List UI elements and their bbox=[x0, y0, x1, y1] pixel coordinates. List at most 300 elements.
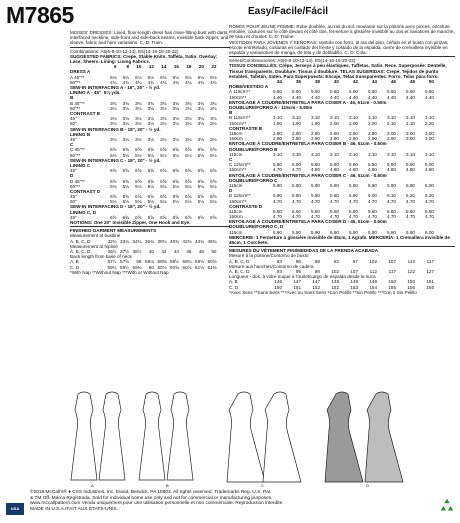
yardage-value: 3⅛ bbox=[110, 136, 117, 142]
measurement-value: 61⅛ bbox=[195, 264, 204, 270]
footer-line-2: & TM Off. Marca Registrada. Sold for individual home use only and not for commercial or manufacturing purposes. bbox=[30, 495, 273, 501]
yardage-value: 3⅛ bbox=[185, 116, 192, 122]
yardage-value: 2.90 bbox=[311, 136, 320, 142]
footer-line-4: MADE IN U.S.A./FAIT AUX ÉTATS-UNIS. bbox=[30, 506, 118, 512]
yardage-value: 4.70 bbox=[387, 214, 396, 220]
figure-label-b: B bbox=[166, 483, 169, 488]
yardage-row-label: C 45"** bbox=[70, 147, 85, 153]
yardage-value: 3⅛ bbox=[135, 105, 142, 111]
yardage-value: 2.90 bbox=[311, 130, 320, 136]
yardage-value: 4.70 bbox=[425, 214, 434, 220]
yardage-value: 6.00 bbox=[425, 182, 434, 188]
yardage-value: 6.00 bbox=[368, 193, 377, 199]
yardage-value: 4¾ bbox=[135, 79, 142, 85]
intro-text: VESTIDOS PARA JÓVENES Y SEÑORAS: Vestido con forro, al ras del piso, ceñido en el busto con pinzas, escote entretelado, costuras en costado del frente y costado de la espalda, cierre de cremallera invisible en espalda y variaciones de manga, de tela y de dobladillo. C, D: Cola. bbox=[229, 39, 449, 56]
yardage-value: 2.90 bbox=[368, 130, 377, 136]
yardage-value: 6.20 bbox=[425, 193, 434, 199]
yardage-value: 4.70 bbox=[273, 167, 282, 173]
finished-measurements-subtitle: Mesure à la poitrine/Contorno de busto bbox=[229, 253, 309, 259]
yardage-value: 4.80 bbox=[368, 167, 377, 173]
yardage-value: 6⅛ bbox=[110, 74, 117, 80]
yardage-value: 3¾ bbox=[135, 100, 142, 106]
yardage-value: 6⅝ bbox=[172, 147, 179, 153]
measurement-value: 127 bbox=[426, 269, 434, 275]
measurement-value: 42¾ bbox=[182, 238, 192, 244]
yardage-value: 6⅝ bbox=[110, 214, 117, 220]
garment-illustrations bbox=[6, 388, 454, 488]
yardage-value: 5.90 bbox=[349, 162, 358, 168]
yardage-value: 5.80 bbox=[292, 193, 301, 199]
footer-line-3: www.mccallpattern.com Vendu uniquement pour une utilisation personnelle et non commerciale. Reproduction interdite. bbox=[30, 501, 284, 507]
yardage-value: 5⅛ bbox=[185, 199, 192, 205]
yardage-value: 5⅛ bbox=[197, 183, 204, 189]
yardage-value: 3¾ bbox=[122, 100, 129, 106]
measurement-value: 58¾ bbox=[182, 259, 192, 265]
yardage-value: 5.60 bbox=[330, 89, 339, 95]
dress-figure-d bbox=[325, 392, 403, 482]
yardage-value: 5⅛ bbox=[172, 199, 179, 205]
measurement-value: 57⅝ bbox=[120, 259, 129, 265]
yardage-value: 4.80 bbox=[406, 167, 415, 173]
fabrics-text: TISSUS CONSEILLÉS: Crêpe, Jerseys à peu élastiques, Taffetas, Satin. Rece. Superposée: Dentelle, Tissus transparents. Doublure: Tissus à doublure. TELAS SUGERIDAS: Crepé, Tejidos de punto estables, Tafetán, Satén. Para Superpuesta: Encaje, Telas transparentes. Forro: Telas para forro. bbox=[229, 63, 447, 79]
measurement-row-label: C, D bbox=[229, 284, 239, 290]
yardage-value: 6⅝ bbox=[160, 194, 167, 200]
yardage-value: 6⅝ bbox=[122, 214, 129, 220]
yardage-value: 2.90 bbox=[349, 130, 358, 136]
yardage-value: 4.70 bbox=[311, 214, 320, 220]
measurement-value: 149 bbox=[350, 279, 358, 285]
yardage-section-title: ENTOILAGE À COUDRE/ENTRETELA PARA COSER D - 46, 51cm - 0.50m bbox=[229, 219, 387, 225]
yardage-value: 5.60 bbox=[368, 89, 377, 95]
yardage-value: 2.90 bbox=[349, 136, 358, 142]
yardage-value: 6⅝ bbox=[185, 168, 192, 174]
measurement-row-label: A, B bbox=[229, 279, 238, 285]
measurement-row-label: A, B bbox=[70, 259, 79, 265]
yardage-value: 6⅝ bbox=[135, 194, 142, 200]
measurement-value: 112 bbox=[369, 269, 377, 275]
yardage-value: 5.90 bbox=[387, 229, 396, 235]
size-header: 42 bbox=[352, 79, 358, 85]
size-header: 10 bbox=[136, 64, 142, 70]
pattern-number: M7865 bbox=[6, 2, 74, 28]
dress-figure-c bbox=[227, 392, 301, 482]
yardage-row-label: 45" bbox=[70, 214, 77, 220]
yardage-value: 6⅝ bbox=[160, 214, 167, 220]
yardage-value: 5.90 bbox=[292, 162, 301, 168]
measurement-value: 36½ bbox=[107, 249, 117, 255]
size-header: 50 bbox=[428, 79, 434, 85]
fabrics-text: SUGGESTED FABRICS: Crepe, Stable Knits, Taffeta, Satin. Overlay: Lace, Sheers. Lining: Lining Fabrics. bbox=[70, 53, 218, 65]
yardage-value: 3⅛ bbox=[197, 136, 204, 142]
yardage-value: 5.60 bbox=[273, 89, 282, 95]
measurement-value: 98 bbox=[314, 269, 320, 275]
measurement-value: 38½ bbox=[132, 249, 142, 255]
yardage-section-title: B bbox=[70, 95, 74, 101]
yardage-value: 4.40 bbox=[330, 94, 339, 100]
yardage-value: 5.60 bbox=[406, 208, 415, 214]
yardage-section-title: SEW-IN INTERFACING B - 18", 20" - ½ yd. bbox=[70, 126, 161, 132]
yardage-value: 5.60 bbox=[330, 208, 339, 214]
yardage-row bbox=[229, 199, 455, 204]
measurement-value: 60⅛ bbox=[157, 264, 167, 270]
yardage-value: 5.90 bbox=[387, 162, 396, 168]
measurement-value: 150 bbox=[388, 279, 396, 285]
yardage-value: 3.00 bbox=[425, 130, 434, 136]
measurement-value: 146 bbox=[274, 279, 282, 285]
measurement-value: 58⅜ bbox=[157, 259, 167, 265]
yardage-section-title: ROBE/VESTIDO A bbox=[229, 84, 269, 90]
measurement-value: 58 bbox=[136, 259, 142, 265]
yardage-row-label: 150cm bbox=[229, 136, 243, 142]
yardage-value: 6⅝ bbox=[160, 147, 167, 153]
measurement-value: 34¾ bbox=[132, 238, 142, 244]
yardage-row-label: 60"** bbox=[70, 183, 81, 189]
yardage-value: 5.80 bbox=[311, 193, 320, 199]
measurement-value: 155 bbox=[388, 284, 396, 290]
yardage-value: 4.80 bbox=[311, 167, 320, 173]
yardage-value: 5⅛ bbox=[160, 183, 167, 189]
yardage-value: 6⅝ bbox=[210, 194, 217, 200]
size-header-row bbox=[70, 64, 230, 69]
yardage-value: 5.60 bbox=[406, 89, 415, 95]
yardage-value: 4.80 bbox=[330, 167, 339, 173]
yardage-value: 2.90 bbox=[273, 136, 282, 142]
measurement-value: 93 bbox=[276, 269, 282, 275]
measurement-value: 147 bbox=[293, 279, 301, 285]
yardage-row bbox=[229, 167, 455, 172]
combinations-line: Combinations: A5(6-8-10-12-14), E5(14-16-18-20-22) bbox=[70, 48, 179, 54]
yardage-value: 6⅝ bbox=[147, 194, 154, 200]
yardage-row-label: 60"** bbox=[70, 105, 81, 111]
yardage-value: 6⅝ bbox=[210, 214, 217, 220]
yardage-value: 5.60 bbox=[292, 208, 301, 214]
measurement-heading: Mesure aux hanches/Contorno de cadera bbox=[229, 263, 314, 269]
measurement-value: 148 bbox=[331, 279, 339, 285]
recycle-icon bbox=[438, 497, 456, 515]
yardage-value: 3.10 bbox=[311, 151, 320, 157]
yardage-section-title: ENTOILAGE À COUDRE/ENTRETELA PARA COSER A - 46, 51cm - 0.50m bbox=[229, 99, 387, 105]
yardage-row-label: 60" bbox=[70, 121, 77, 127]
yardage-row-label: 45" bbox=[70, 136, 77, 142]
yardage-value: 6⅛ bbox=[147, 74, 154, 80]
yardage-value: 6⅝ bbox=[147, 178, 154, 184]
yardage-value: 4.70 bbox=[368, 198, 377, 204]
yardage-value: 2.20 bbox=[425, 120, 434, 126]
yardage-value: 5.60 bbox=[387, 208, 396, 214]
yardage-value: 4¾ bbox=[122, 79, 129, 85]
left-column bbox=[70, 30, 230, 275]
yardage-value: 5⅛ bbox=[160, 199, 167, 205]
yardage-value: 1.90 bbox=[273, 120, 282, 126]
yardage-value: 5.90 bbox=[406, 229, 415, 235]
yardage-value: 5.80 bbox=[273, 193, 282, 199]
measurement-value: 150 bbox=[407, 279, 415, 285]
yardage-value: 4.40 bbox=[273, 94, 282, 100]
measurement-value: 152 bbox=[331, 284, 339, 290]
yardage-section-title: SEW-IN INTERFACING C - 18", 20" - ½ yd. bbox=[70, 157, 161, 163]
yardage-value: 6⅝ bbox=[172, 214, 179, 220]
yardage-value: 6⅝ bbox=[160, 168, 167, 174]
yardage-value: 4.70 bbox=[311, 198, 320, 204]
yardage-value: 3.10 bbox=[330, 115, 339, 121]
size-header: 36 bbox=[295, 79, 301, 85]
yardage-value: 3⅛ bbox=[160, 121, 167, 127]
yardage-value: 4.40 bbox=[406, 94, 415, 100]
yardage-value: 3.10 bbox=[273, 115, 282, 121]
yardage-value: 3⅛ bbox=[185, 136, 192, 142]
size-header: 18 bbox=[186, 64, 192, 70]
yardage-value: 3.10 bbox=[368, 151, 377, 157]
size-header: 40 bbox=[333, 79, 339, 85]
yardage-value: 6⅝ bbox=[172, 178, 179, 184]
yardage-value: 3⅛ bbox=[110, 121, 117, 127]
yardage-value: 5.60 bbox=[425, 208, 434, 214]
yardage-row-label: 45" bbox=[70, 194, 77, 200]
yardage-section-title: DOUBLURE/FORRO C, D bbox=[229, 224, 284, 230]
yardage-row bbox=[70, 153, 230, 158]
measurement-value: 57½ bbox=[107, 259, 117, 265]
finished-measurements-title: FINISHED GARMENT MEASUREMENTS bbox=[70, 228, 157, 234]
yardage-value: 3.10 bbox=[425, 115, 434, 121]
yardage-row-label: B 45"** bbox=[70, 100, 85, 106]
yardage-row bbox=[70, 137, 230, 142]
yardage-value: 3.10 bbox=[387, 151, 396, 157]
yardage-section-title: LINING B bbox=[70, 131, 91, 137]
yardage-section-title: CONTRAST D bbox=[70, 188, 101, 194]
measurement-value: 60⅝ bbox=[170, 264, 179, 270]
yardage-value: 6⅝ bbox=[210, 168, 217, 174]
yardage-value: 6⅝ bbox=[172, 194, 179, 200]
yardage-section-title: LINING C bbox=[70, 162, 91, 168]
measurement-value: 44 bbox=[173, 249, 179, 255]
measurement-row-label: A, B, C, D bbox=[229, 269, 250, 275]
yardage-value: 3⅛ bbox=[147, 121, 154, 127]
yardage-value: 4.40 bbox=[349, 94, 358, 100]
yardage-value: 3.00 bbox=[387, 130, 396, 136]
yardage-value: 6⅛ bbox=[172, 74, 179, 80]
yardage-value: 5.90 bbox=[330, 162, 339, 168]
intro-text: ROBES POUR JEUNE FEMME: Robe doublée, au ras du sol, moulante sur la poitrine avec pinces, encolure entoilée, coutures sur le côté devant et côté dos, fermeture à glissière invisible au dos et variations de manche, de tissu et d'ourlet. C, D: Traîne. bbox=[229, 24, 455, 40]
yardage-value: 3.10 bbox=[406, 151, 415, 157]
yardage-value: 5.90 bbox=[311, 162, 320, 168]
nap-note: *With Nap **Without Nap ***With or Without Nap bbox=[70, 269, 169, 275]
yardage-value: 4.70 bbox=[273, 214, 282, 220]
measurement-value: 60⅞ bbox=[182, 264, 192, 270]
measurement-value: 37½ bbox=[120, 249, 129, 255]
yardage-value: 5.60 bbox=[387, 89, 396, 95]
yardage-value: 4¾ bbox=[172, 79, 179, 85]
yardage-value: 5.90 bbox=[292, 182, 301, 188]
yardage-value: 3.00 bbox=[406, 130, 415, 136]
yardage-value: 3⅛ bbox=[135, 116, 142, 122]
yardage-value: 3.00 bbox=[425, 136, 434, 142]
yardage-value: 3⅛ bbox=[197, 116, 204, 122]
yardage-value: 5.90 bbox=[292, 229, 301, 235]
yardage-value: 3⅛ bbox=[197, 105, 204, 111]
yardage-value: 3⅛ bbox=[210, 121, 217, 127]
yardage-value: 6⅝ bbox=[185, 178, 192, 184]
measurement-value: 117 bbox=[426, 258, 434, 264]
measurement-value: 44¾ bbox=[195, 238, 204, 244]
yardage-value: 4.80 bbox=[349, 167, 358, 173]
measurement-value: 42 bbox=[161, 249, 167, 255]
yardage-section-title: CONTRASTE D bbox=[229, 203, 263, 209]
yardage-value: 6⅛ bbox=[185, 74, 192, 80]
measurement-value: 88 bbox=[314, 258, 320, 264]
yardage-section-title: DOUBLURE/FORRO A - 115cm - 5.60m bbox=[229, 105, 313, 110]
yardage-value: 3⅛ bbox=[210, 136, 217, 142]
yardage-value: 3⅛ bbox=[160, 116, 167, 122]
yardage-value: 5.90 bbox=[349, 182, 358, 188]
yardage-row-label: 115cm bbox=[229, 130, 243, 136]
yardage-value: 4.40 bbox=[292, 94, 301, 100]
measurement-value: 59¾ bbox=[132, 264, 142, 270]
yardage-value: 4.70 bbox=[292, 167, 301, 173]
yardage-value: 5.60 bbox=[349, 208, 358, 214]
yardage-value: 6⅝ bbox=[122, 147, 129, 153]
yardage-value: 3⅛ bbox=[147, 105, 154, 111]
yardage-value: 3⅛ bbox=[172, 121, 179, 127]
yardage-value: 5⅛ bbox=[122, 152, 129, 158]
yardage-value: 2.10 bbox=[387, 120, 396, 126]
yardage-value: 5.90 bbox=[368, 229, 377, 235]
yardage-value: 5⅛ bbox=[147, 152, 154, 158]
yardage-value: 3⅛ bbox=[122, 136, 129, 142]
measurement-value: 40¾ bbox=[170, 238, 179, 244]
measurement-value: 107 bbox=[350, 269, 358, 275]
measurement-value: 58⅛ bbox=[145, 259, 154, 265]
yardage-value: 6⅝ bbox=[110, 178, 117, 184]
yardage-section-title: SEW-IN INTERFACING A - 18", 20" - ½ yd. bbox=[70, 84, 161, 90]
yardage-value: 5⅛ bbox=[197, 199, 204, 205]
yardage-value: 5⅛ bbox=[172, 152, 179, 158]
yardage-value: 6.20 bbox=[406, 193, 415, 199]
yardage-value: 6⅝ bbox=[147, 168, 154, 174]
yardage-value: 4¾ bbox=[210, 79, 217, 85]
yardage-row-label: 60"** bbox=[70, 152, 81, 158]
yardage-value: 6⅝ bbox=[185, 214, 192, 220]
yardage-row-label: 150cm bbox=[229, 214, 243, 220]
measurement-heading: Back length from base of neck bbox=[70, 254, 132, 260]
yardage-section-title: DOUBLURE/FORRO B bbox=[229, 146, 278, 152]
measurement-value: 151 bbox=[293, 284, 301, 290]
size-header: 20 bbox=[198, 64, 204, 70]
measurement-value: 117 bbox=[388, 269, 396, 275]
measurement-value: 33¾ bbox=[120, 238, 129, 244]
yardage-value: 2.90 bbox=[330, 136, 339, 142]
yardage-value: 3⅛ bbox=[185, 121, 192, 127]
measurement-value: 153 bbox=[350, 284, 358, 290]
yardage-value: 4.70 bbox=[406, 214, 415, 220]
yardage-value: 5⅛ bbox=[210, 152, 217, 158]
yardage-section-title: CONTRAST B bbox=[70, 110, 101, 116]
yardage-row bbox=[229, 121, 455, 126]
measurement-value: 102 bbox=[369, 258, 377, 264]
yardage-section-title: C bbox=[229, 156, 233, 162]
finished-measurements-title: MESURES DU VÊTEMENT FINI/MEDIDAS DE LA PRENDA ACABADA bbox=[229, 248, 379, 254]
yardage-value: 5.60 bbox=[311, 89, 320, 95]
yardage-value: 5.90 bbox=[406, 162, 415, 168]
yardage-value: 2.90 bbox=[292, 136, 301, 142]
yardage-section-title: SEW-IN INTERFACING D - 18", 20" - ½ yd. bbox=[70, 204, 161, 210]
dress-figure-b bbox=[139, 392, 193, 480]
yardage-row bbox=[70, 168, 230, 173]
yardage-value: 5⅛ bbox=[210, 183, 217, 189]
yardage-value: 6.00 bbox=[425, 162, 434, 168]
yardage-value: 2.90 bbox=[330, 130, 339, 136]
yardage-row-label: 150cm** bbox=[229, 167, 247, 173]
yardage-section-title: DOUBLURE/FORRO C bbox=[229, 177, 278, 183]
measurement-value: 152 bbox=[312, 284, 320, 290]
yardage-row-label: D 115cm** bbox=[229, 193, 251, 199]
yardage-value: 5.90 bbox=[311, 182, 320, 188]
yardage-value: 3⅛ bbox=[172, 136, 179, 142]
measurement-row-label: A, B, C, D bbox=[70, 249, 91, 255]
measurement-value: 50 bbox=[211, 249, 217, 255]
yardage-value: 4.80 bbox=[387, 167, 396, 173]
yardage-value: 4.40 bbox=[368, 94, 377, 100]
yardage-value: 5.60 bbox=[368, 208, 377, 214]
yardage-value: 6.10 bbox=[387, 193, 396, 199]
yardage-value: 6⅝ bbox=[210, 178, 217, 184]
yardage-value: 5⅛ bbox=[110, 199, 117, 205]
yardage-section-title: C bbox=[70, 142, 74, 148]
yardage-value: 5.90 bbox=[406, 182, 415, 188]
yardage-value: 3⅛ bbox=[122, 121, 129, 127]
size-header: 46 bbox=[390, 79, 396, 85]
yardage-value: 3.10 bbox=[425, 151, 434, 157]
yardage-value: 5.90 bbox=[273, 162, 282, 168]
yardage-value: 3¾ bbox=[147, 100, 154, 106]
measurement-value: 122 bbox=[407, 269, 415, 275]
yardage-value: 5⅛ bbox=[160, 152, 167, 158]
yardage-row bbox=[229, 183, 455, 188]
notions-text: NOTIONS: One 20" Invisible Zipper, One Hook and Eye. bbox=[70, 220, 191, 226]
yardage-value: 5.90 bbox=[387, 182, 396, 188]
yardage-value: 3⅛ bbox=[185, 105, 192, 111]
yardage-value: 4.70 bbox=[368, 214, 377, 220]
yardage-row-label: 45" bbox=[70, 116, 77, 122]
yardage-value: 2.90 bbox=[273, 130, 282, 136]
yardage-value: 6⅝ bbox=[185, 194, 192, 200]
yardage-value: 3.10 bbox=[311, 115, 320, 121]
yardage-value: 6⅝ bbox=[135, 214, 142, 220]
measurement-value: 59¼ bbox=[107, 264, 117, 270]
yardage-value: 6⅝ bbox=[197, 147, 204, 153]
yardage-value: 5⅛ bbox=[135, 199, 142, 205]
yardage-row-label: A 45"** bbox=[70, 74, 85, 80]
yardage-value: 4.70 bbox=[330, 214, 339, 220]
measurement-value: 83 bbox=[276, 258, 282, 264]
measurement-value: 156 bbox=[407, 284, 415, 290]
measurement-value: 154 bbox=[369, 284, 377, 290]
yardage-section-title: D bbox=[70, 173, 74, 179]
yardage-section-title: ENTOILAGE À COUDRE/ENTRETELA PARA COSER B - 46, 51cm - 0.50m bbox=[229, 141, 387, 147]
right-column bbox=[229, 24, 455, 295]
yardage-value: 1.90 bbox=[311, 120, 320, 126]
measurement-value: 38¾ bbox=[157, 238, 167, 244]
yardage-value: 4.40 bbox=[387, 94, 396, 100]
yardage-value: 6⅝ bbox=[197, 194, 204, 200]
measurement-value: 147 bbox=[312, 279, 320, 285]
measurement-value: 59⅝ bbox=[207, 259, 217, 265]
yardage-value: 4.70 bbox=[387, 198, 396, 204]
yardage-value: 3⅛ bbox=[147, 136, 154, 142]
yardage-section-title: ENTOILAGE À COUDRE/ENTRETELA PARA COSER C - 46, 51cm - 0.50m bbox=[229, 172, 387, 178]
yardage-value: 3⅛ bbox=[110, 116, 117, 122]
yardage-value: 4¾ bbox=[110, 79, 117, 85]
yardage-value: 3.10 bbox=[349, 151, 358, 157]
